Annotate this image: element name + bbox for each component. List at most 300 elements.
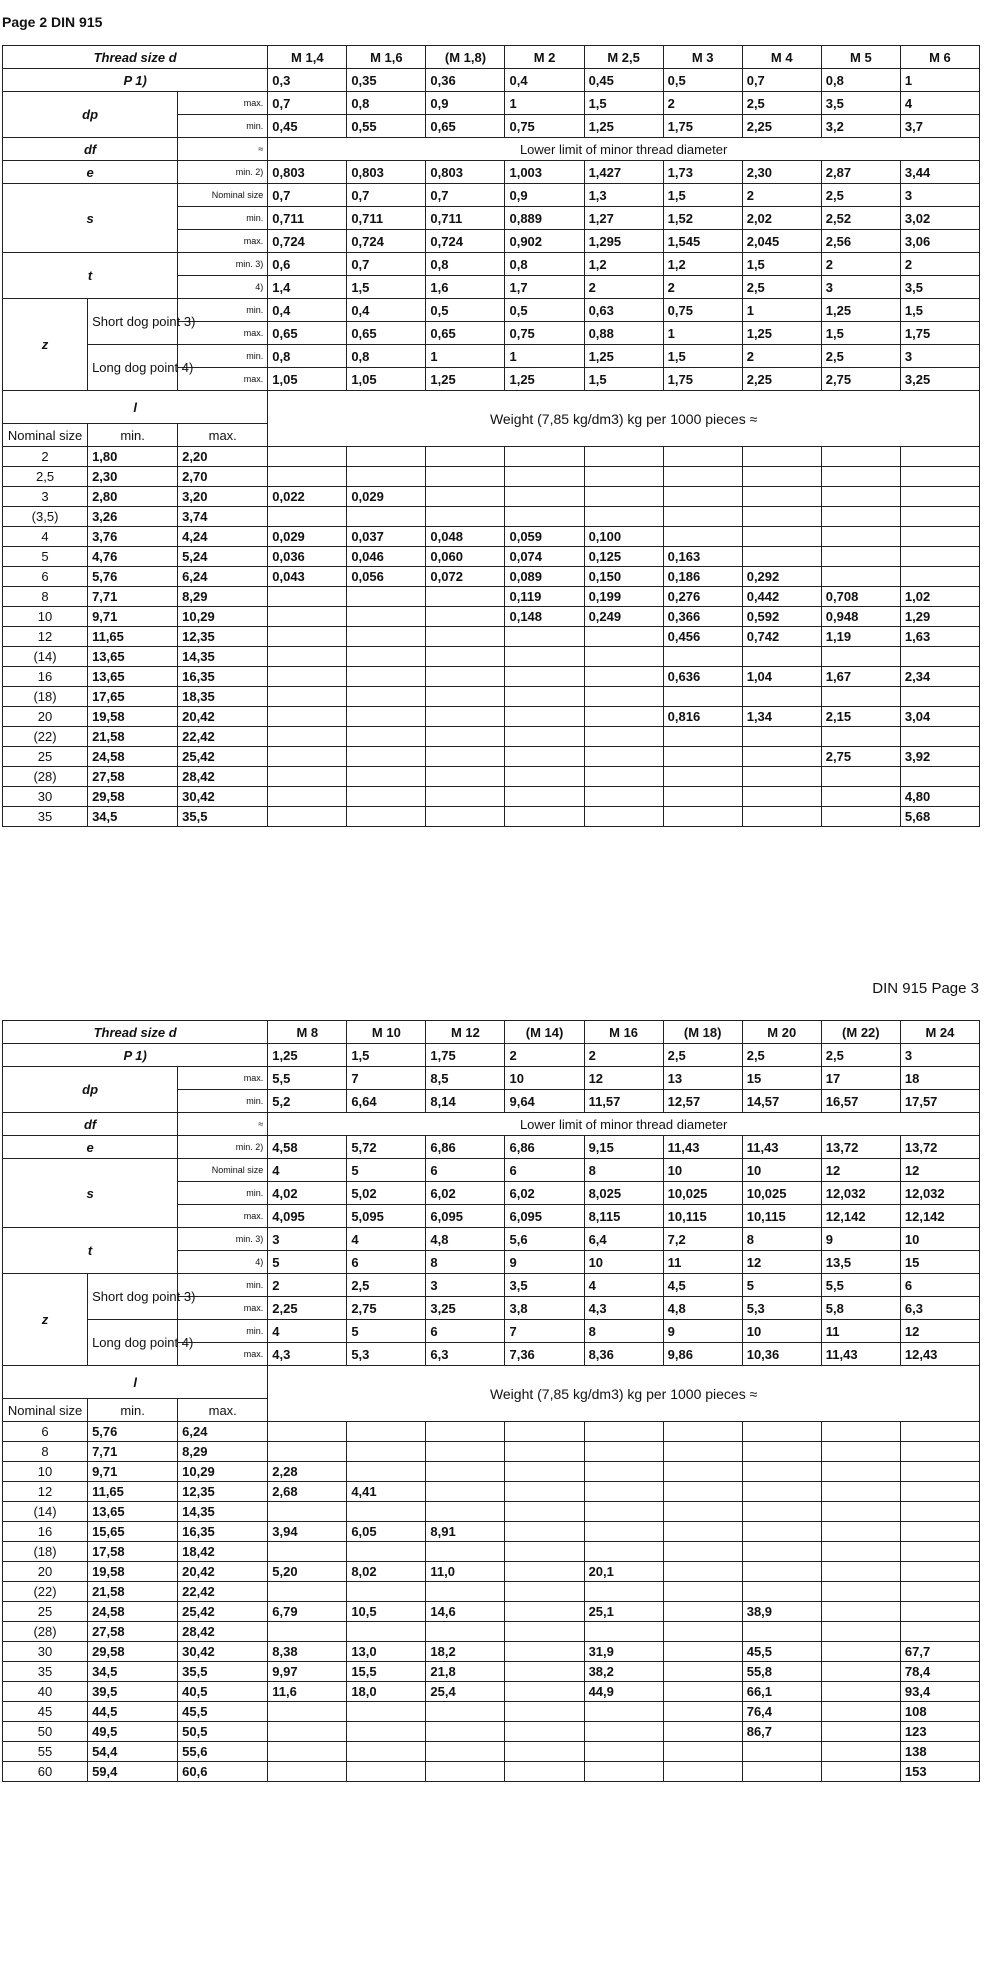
thread-size-header: M 1,4 — [268, 46, 347, 69]
weight-value — [663, 1722, 742, 1742]
weight-value — [505, 1482, 584, 1502]
length-nominal: 55 — [3, 1742, 88, 1762]
weight-value — [426, 627, 505, 647]
weight-value — [900, 1422, 979, 1442]
weight-value — [663, 1682, 742, 1702]
dp-label: dp — [3, 1067, 178, 1113]
weight-value — [268, 1422, 347, 1442]
weight-value — [663, 1522, 742, 1542]
table-row — [3, 727, 980, 747]
length-max: 2,20 — [178, 447, 268, 467]
t-min4-value: 13,5 — [821, 1251, 900, 1274]
weight-value: 0,029 — [268, 527, 347, 547]
weight-value: 78,4 — [900, 1662, 979, 1682]
weight-value — [268, 707, 347, 727]
weight-value — [347, 707, 426, 727]
weight-value — [900, 687, 979, 707]
s-nominal-value: 4 — [268, 1159, 347, 1182]
length-max: 5,24 — [178, 547, 268, 567]
length-max: 12,35 — [178, 1482, 268, 1502]
weight-value — [663, 467, 742, 487]
length-min: 3,76 — [88, 527, 178, 547]
weight-value — [900, 447, 979, 467]
s-nominal-value: 3 — [900, 184, 979, 207]
weight-value: 0,056 — [347, 567, 426, 587]
table-row — [3, 1622, 980, 1642]
t-min4-value: 11 — [663, 1251, 742, 1274]
table-row — [3, 1682, 980, 1702]
weight-value — [663, 1762, 742, 1782]
s-max-value: 0,724 — [268, 230, 347, 253]
weight-value: 1,34 — [742, 707, 821, 727]
weight-value — [584, 647, 663, 667]
pitch-value: 1,5 — [347, 1044, 426, 1067]
table-row — [3, 1522, 980, 1542]
table-row — [3, 1021, 980, 1044]
weight-value: 38,2 — [584, 1662, 663, 1682]
z-long-max-value: 1,05 — [347, 368, 426, 391]
weight-value — [426, 787, 505, 807]
z-short-min-value: 2 — [268, 1274, 347, 1297]
e-label: e — [3, 1136, 178, 1159]
weight-value — [426, 1462, 505, 1482]
s-min-value: 5,02 — [347, 1182, 426, 1205]
z-short-min-value: 2,5 — [347, 1274, 426, 1297]
z-long-min-value: 10 — [742, 1320, 821, 1343]
e-min-value: 3,44 — [900, 161, 979, 184]
length-max: 30,42 — [178, 787, 268, 807]
weight-value — [821, 1422, 900, 1442]
dp-max-value: 2,5 — [742, 92, 821, 115]
weight-value: 55,8 — [742, 1662, 821, 1682]
weight-value: 0,036 — [268, 547, 347, 567]
weight-value — [821, 507, 900, 527]
z-long-min-value: 8 — [584, 1320, 663, 1343]
table-row — [3, 747, 980, 767]
table-row — [3, 1442, 980, 1462]
weight-value — [505, 1622, 584, 1642]
z-short-max-value: 0,75 — [505, 322, 584, 345]
weight-value: 0,072 — [426, 567, 505, 587]
table-row — [3, 1422, 980, 1442]
dp-min-value: 17,57 — [900, 1090, 979, 1113]
weight-value: 1,63 — [900, 627, 979, 647]
weight-value — [742, 1622, 821, 1642]
s-nominal-value: 0,7 — [268, 184, 347, 207]
weight-value: 2,15 — [821, 707, 900, 727]
length-max: 28,42 — [178, 767, 268, 787]
weight-value — [505, 627, 584, 647]
s-min-value: 3,02 — [900, 207, 979, 230]
table-row — [3, 1113, 980, 1136]
thread-size-header: M 2,5 — [584, 46, 663, 69]
length-nominal: (18) — [3, 687, 88, 707]
weight-value — [505, 1582, 584, 1602]
table-row — [3, 161, 980, 184]
t-min3-value: 0,7 — [347, 253, 426, 276]
dp-max-value: 7 — [347, 1067, 426, 1090]
table-row — [3, 607, 980, 627]
weight-value — [584, 1462, 663, 1482]
length-max: 60,6 — [178, 1762, 268, 1782]
weight-value — [900, 487, 979, 507]
weight-value — [347, 767, 426, 787]
weight-value — [268, 1542, 347, 1562]
length-max: 4,24 — [178, 527, 268, 547]
weight-value — [505, 707, 584, 727]
weight-value — [663, 1742, 742, 1762]
e-min-value: 0,803 — [268, 161, 347, 184]
s-nominal-value: 5 — [347, 1159, 426, 1182]
pitch-label: P 1) — [3, 1044, 268, 1067]
weight-value — [347, 1502, 426, 1522]
weight-value: 20,1 — [584, 1562, 663, 1582]
weight-value — [821, 1522, 900, 1542]
weight-value — [821, 1542, 900, 1562]
z-long-min-value: 3 — [900, 345, 979, 368]
z-long-min-value: 4 — [268, 1320, 347, 1343]
s-min-value: 2,52 — [821, 207, 900, 230]
e-min-value: 2,30 — [742, 161, 821, 184]
weight-value — [663, 1462, 742, 1482]
dp-max-value: 8,5 — [426, 1067, 505, 1090]
weight-value — [821, 1762, 900, 1782]
z-long-min-value: 1,5 — [663, 345, 742, 368]
s-label: s — [3, 184, 178, 253]
t-min3-value: 8 — [742, 1228, 821, 1251]
weight-value — [663, 1502, 742, 1522]
weight-value — [505, 487, 584, 507]
weight-value: 15,5 — [347, 1662, 426, 1682]
weight-value — [268, 627, 347, 647]
weight-value — [821, 807, 900, 827]
weight-value — [900, 1522, 979, 1542]
length-nominal: 12 — [3, 1482, 88, 1502]
s-nominal-value: 10 — [742, 1159, 821, 1182]
weight-value: 8,91 — [426, 1522, 505, 1542]
weight-value: 11,0 — [426, 1562, 505, 1582]
dp-min-value: 16,57 — [821, 1090, 900, 1113]
table-row — [3, 627, 980, 647]
t-min4-value: 2 — [584, 276, 663, 299]
z-long-min-value: 1 — [426, 345, 505, 368]
dp-min-value: 8,14 — [426, 1090, 505, 1113]
s-max-value: 4,095 — [268, 1205, 347, 1228]
t-min3-value: 2 — [821, 253, 900, 276]
s-nominal-value: 10 — [663, 1159, 742, 1182]
t-min3-value: 0,6 — [268, 253, 347, 276]
weight-value — [663, 647, 742, 667]
length-min: 19,58 — [88, 1562, 178, 1582]
s-max-value: 10,115 — [742, 1205, 821, 1228]
weight-value — [742, 1742, 821, 1762]
table-row — [3, 1582, 980, 1602]
thread-size-header: M 5 — [821, 46, 900, 69]
weight-value: 5,68 — [900, 807, 979, 827]
s-max-value: 3,06 — [900, 230, 979, 253]
z-short-max-value: 2,25 — [268, 1297, 347, 1320]
weight-value — [821, 787, 900, 807]
weight-value — [900, 1582, 979, 1602]
weight-value: 0,150 — [584, 567, 663, 587]
weight-value: 13,0 — [347, 1642, 426, 1662]
dp-min-value: 3,2 — [821, 115, 900, 138]
weight-value — [821, 727, 900, 747]
dp-max-value: 1,5 — [584, 92, 663, 115]
table-row — [3, 1159, 980, 1182]
table-row — [3, 184, 980, 207]
long-dog-label: Long dog point 4) — [88, 1320, 178, 1366]
z-long-min-value: 0,8 — [268, 345, 347, 368]
max-label: max. — [178, 1343, 268, 1366]
z-short-min-value: 0,63 — [584, 299, 663, 322]
weight-value: 0,037 — [347, 527, 426, 547]
weight-value — [821, 1622, 900, 1642]
weight-value — [584, 767, 663, 787]
z-short-min-value: 3,5 — [505, 1274, 584, 1297]
length-min: 21,58 — [88, 1582, 178, 1602]
weight-value: 138 — [900, 1742, 979, 1762]
weight-value: 0,442 — [742, 587, 821, 607]
weight-value — [347, 607, 426, 627]
dp-max-value: 18 — [900, 1067, 979, 1090]
s-max-value: 10,115 — [663, 1205, 742, 1228]
table-row — [3, 1642, 980, 1662]
s-nominal-value: 2 — [742, 184, 821, 207]
weight-value — [347, 747, 426, 767]
min-column-header: min. — [88, 1399, 178, 1422]
weight-value — [663, 1642, 742, 1662]
short-dog-label: Short dog point 3) — [88, 299, 178, 345]
weight-value — [505, 1762, 584, 1782]
weight-value: 8,02 — [347, 1562, 426, 1582]
dp-min-value: 1,75 — [663, 115, 742, 138]
weight-value: 0,029 — [347, 487, 426, 507]
t-min3-value: 10 — [900, 1228, 979, 1251]
z-long-max-value: 11,43 — [821, 1343, 900, 1366]
weight-value — [347, 807, 426, 827]
table-row — [3, 1762, 980, 1782]
length-max: 22,42 — [178, 727, 268, 747]
z-long-min-value: 6 — [426, 1320, 505, 1343]
weight-value: 45,5 — [742, 1642, 821, 1662]
thread-size-header: M 10 — [347, 1021, 426, 1044]
weight-value — [505, 1642, 584, 1662]
s-min-value: 2,02 — [742, 207, 821, 230]
table-row — [3, 299, 980, 322]
thread-size-header: M 24 — [900, 1021, 979, 1044]
weight-value — [584, 1422, 663, 1442]
dp-min-value: 14,57 — [742, 1090, 821, 1113]
z-short-max-value: 2,75 — [347, 1297, 426, 1320]
weight-value: 66,1 — [742, 1682, 821, 1702]
min-label: min. — [178, 1274, 268, 1297]
table-row — [3, 253, 980, 276]
dp-min-value: 6,64 — [347, 1090, 426, 1113]
weight-value — [821, 1682, 900, 1702]
z-long-max-value: 1,25 — [426, 368, 505, 391]
weight-value — [268, 687, 347, 707]
weight-value — [426, 607, 505, 627]
weight-value — [426, 447, 505, 467]
weight-value — [663, 787, 742, 807]
weight-value — [347, 587, 426, 607]
note-label: 4) — [178, 1251, 268, 1274]
pitch-value: 2 — [505, 1044, 584, 1067]
s-max-value: 0,902 — [505, 230, 584, 253]
weight-value — [505, 1462, 584, 1482]
length-min: 44,5 — [88, 1702, 178, 1722]
weight-value: 0,292 — [742, 567, 821, 587]
t-label: t — [3, 253, 178, 299]
weight-value — [426, 487, 505, 507]
weight-value — [347, 787, 426, 807]
length-nominal: (22) — [3, 1582, 88, 1602]
thread-size-header: M 3 — [663, 46, 742, 69]
weight-value — [584, 1482, 663, 1502]
weight-value — [900, 727, 979, 747]
z-long-min-value: 9 — [663, 1320, 742, 1343]
length-nominal: 12 — [3, 627, 88, 647]
nominal-column-header: Nominal size — [3, 1399, 88, 1422]
weight-value — [900, 567, 979, 587]
dp-max-value: 2 — [663, 92, 742, 115]
table-row — [3, 707, 980, 727]
thread-size-header: M 2 — [505, 46, 584, 69]
length-min: 5,76 — [88, 1422, 178, 1442]
z-long-max-value: 6,3 — [426, 1343, 505, 1366]
min-label: min. — [178, 207, 268, 230]
weight-value — [426, 587, 505, 607]
weight-value — [584, 467, 663, 487]
thread-size-header: (M 14) — [505, 1021, 584, 1044]
weight-value — [505, 1542, 584, 1562]
weight-value: 0,059 — [505, 527, 584, 547]
weight-value — [742, 447, 821, 467]
t-min4-value: 2 — [663, 276, 742, 299]
length-max: 25,42 — [178, 1602, 268, 1622]
min-label: min. 3) — [178, 253, 268, 276]
weight-value — [347, 1542, 426, 1562]
dp-min-value: 12,57 — [663, 1090, 742, 1113]
table-row — [3, 1702, 980, 1722]
weight-value: 14,6 — [426, 1602, 505, 1622]
length-min: 4,76 — [88, 547, 178, 567]
z-long-min-value: 12 — [900, 1320, 979, 1343]
e-min-value: 9,15 — [584, 1136, 663, 1159]
weight-value: 0,048 — [426, 527, 505, 547]
weight-value: 9,97 — [268, 1662, 347, 1682]
e-min-value: 1,73 — [663, 161, 742, 184]
weight-value: 5,20 — [268, 1562, 347, 1582]
weight-value — [663, 1542, 742, 1562]
weight-value — [505, 1502, 584, 1522]
short-dog-label: Short dog point 3) — [88, 1274, 178, 1320]
weight-value — [663, 1582, 742, 1602]
weight-value: 0,119 — [505, 587, 584, 607]
max-label: max. — [178, 1067, 268, 1090]
length-max: 3,74 — [178, 507, 268, 527]
weight-value: 2,34 — [900, 667, 979, 687]
length-max: 45,5 — [178, 1702, 268, 1722]
weight-value — [505, 667, 584, 687]
weight-value — [505, 1442, 584, 1462]
approx-label: ≈ — [178, 1113, 268, 1136]
weight-value — [505, 1562, 584, 1582]
thread-size-header: M 20 — [742, 1021, 821, 1044]
weight-value — [900, 1542, 979, 1562]
weight-value — [900, 1442, 979, 1462]
dp-min-value: 2,25 — [742, 115, 821, 138]
weight-value: 3,94 — [268, 1522, 347, 1542]
weight-value: 93,4 — [900, 1682, 979, 1702]
table-row — [3, 345, 980, 368]
df-label: df — [3, 138, 178, 161]
weight-value — [347, 1442, 426, 1462]
length-nominal: 8 — [3, 1442, 88, 1462]
length-max: 20,42 — [178, 707, 268, 727]
weight-value — [426, 1482, 505, 1502]
weight-value — [268, 647, 347, 667]
length-max: 12,35 — [178, 627, 268, 647]
length-nominal: 16 — [3, 1522, 88, 1542]
e-min-value: 1,427 — [584, 161, 663, 184]
z-long-max-value: 1,05 — [268, 368, 347, 391]
weight-value — [426, 647, 505, 667]
length-nominal: 50 — [3, 1722, 88, 1742]
page-header: Page 2 DIN 915 — [2, 14, 103, 30]
length-nominal: (28) — [3, 767, 88, 787]
table-row — [3, 567, 980, 587]
max-label: max. — [178, 368, 268, 391]
weight-value — [742, 1442, 821, 1462]
length-max: 14,35 — [178, 647, 268, 667]
weight-value — [426, 1622, 505, 1642]
weight-value — [742, 1542, 821, 1562]
z-short-min-value: 3 — [426, 1274, 505, 1297]
weight-value — [584, 1742, 663, 1762]
table-row — [3, 507, 980, 527]
e-min-value: 11,43 — [742, 1136, 821, 1159]
max-label: max. — [178, 1297, 268, 1320]
length-max: 2,70 — [178, 467, 268, 487]
pitch-value: 0,5 — [663, 69, 742, 92]
length-nominal: 8 — [3, 587, 88, 607]
length-max: 6,24 — [178, 1422, 268, 1442]
weight-value — [268, 1722, 347, 1742]
pitch-value: 0,35 — [347, 69, 426, 92]
z-short-max-value: 4,8 — [663, 1297, 742, 1320]
length-max: 30,42 — [178, 1642, 268, 1662]
dp-min-value: 11,57 — [584, 1090, 663, 1113]
weight-value — [663, 487, 742, 507]
length-min: 19,58 — [88, 707, 178, 727]
weight-value: 0,816 — [663, 707, 742, 727]
table-row — [3, 138, 980, 161]
length-nominal: 6 — [3, 1422, 88, 1442]
length-nominal: (28) — [3, 1622, 88, 1642]
weight-value — [268, 747, 347, 767]
weight-value — [505, 687, 584, 707]
weight-value — [426, 1422, 505, 1442]
dp-max-value: 4 — [900, 92, 979, 115]
weight-value — [663, 527, 742, 547]
weight-value — [347, 647, 426, 667]
weight-value: 6,05 — [347, 1522, 426, 1542]
length-nominal: 2 — [3, 447, 88, 467]
pitch-value: 2,5 — [742, 1044, 821, 1067]
table-row — [3, 687, 980, 707]
